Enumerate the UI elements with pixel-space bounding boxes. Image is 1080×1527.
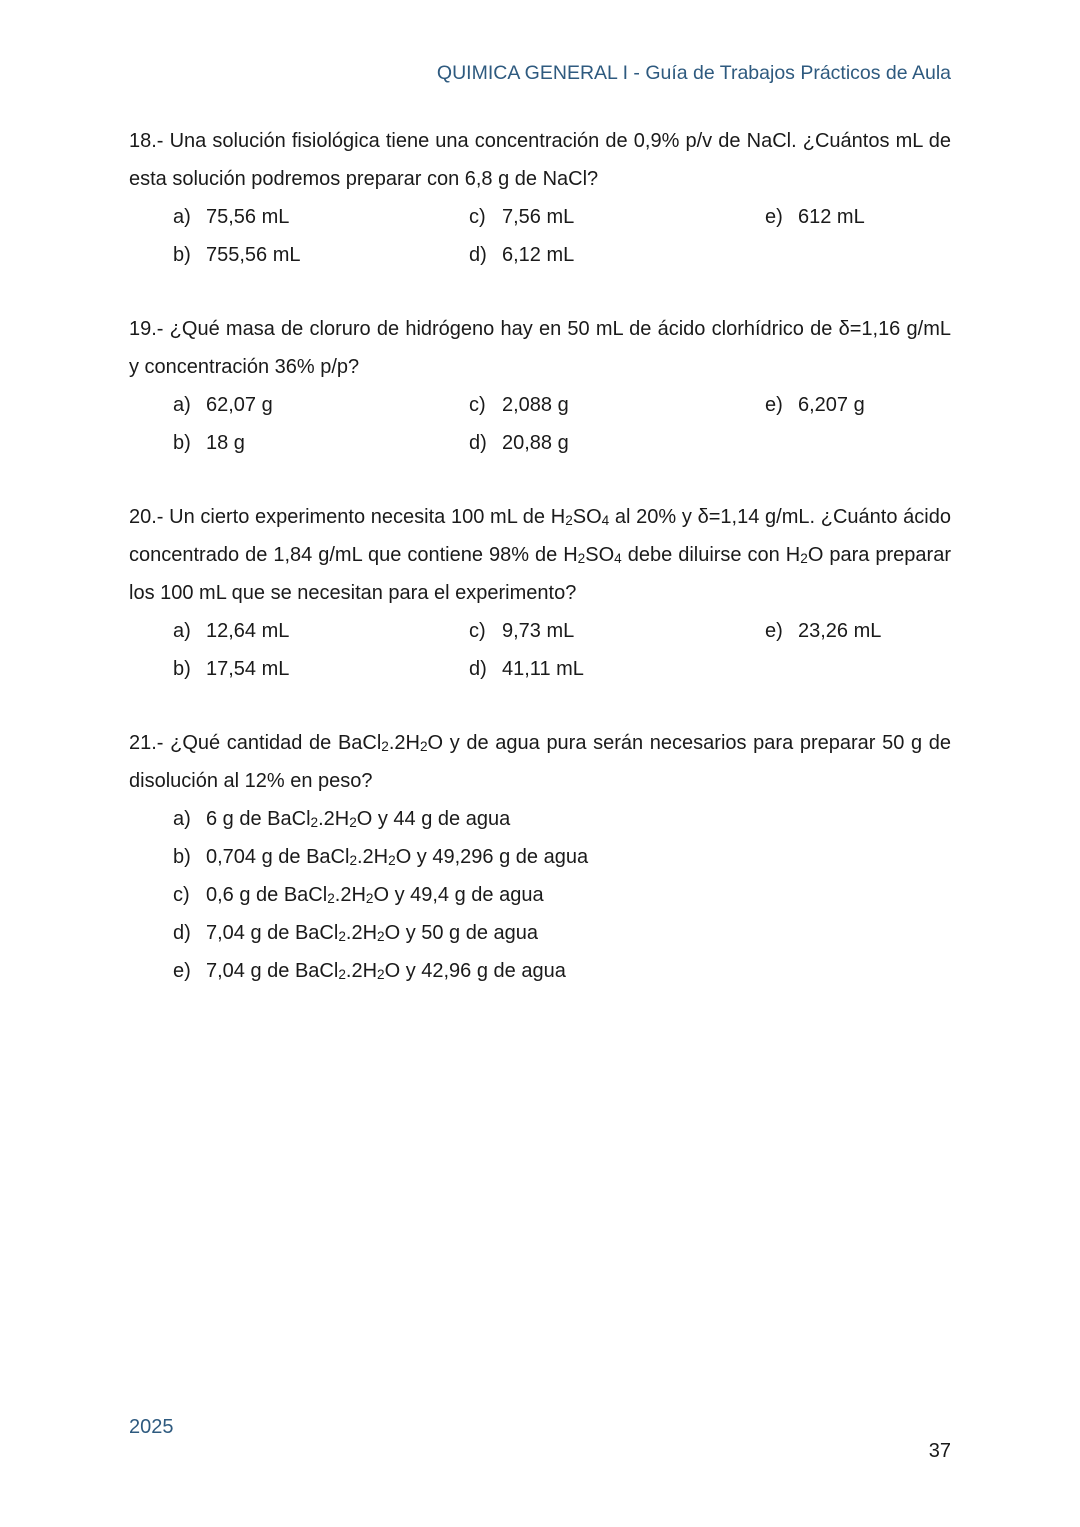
question-list	[129, 122, 951, 1026]
option-b: b) 17,54 mL	[173, 658, 290, 680]
answer-options	[129, 800, 951, 990]
option-e: e) 23,26 mL	[765, 620, 882, 642]
option-c: c) 9,73 mL	[469, 620, 575, 642]
option-c: c) 0,6 g de $BaCl_2.2H_2O$ y 49,4 g de agua	[173, 884, 544, 907]
option-d: d) 20,88 g	[469, 432, 569, 454]
option-e: e) 7,04 g de $BaCl_2.2H_2O$ y 42,96 g de agua	[173, 960, 566, 983]
answer-options	[129, 386, 951, 462]
option-d: d) 7,04 g de $BaCl_2.2H_2O$ y 50 g de agua	[173, 922, 539, 945]
question-19	[129, 310, 951, 462]
option-d: d) 6,12 mL	[469, 244, 575, 266]
question-text: 18.- Una solución fisiológica tiene una concentración de 0,9% p/v de NaCl. ¿Cuántos mL de esta solución podremos preparar con 6,8 g de NaCl?	[129, 130, 951, 190]
option-e: e) 612 mL	[765, 206, 865, 228]
option-a: a) 12,64 mL	[173, 620, 290, 642]
option-a: a) 6 g de $BaCl_2.2H_2O$ y 44 g de agua	[173, 808, 511, 831]
question-text: 21.- ¿Qué cantidad de $BaCl_2.2H_2O$ y de agua pura serán necesarios para preparar 50 g de disolución al 12% en peso?	[129, 732, 952, 792]
option-c: c) 2,088 g	[469, 394, 569, 416]
option-a: a) 62,07 g	[173, 394, 273, 416]
option-b: b) 18 g	[173, 432, 245, 454]
option-a: a) 75,56 mL	[173, 206, 290, 228]
option-d: d) 41,11 mL	[469, 658, 584, 680]
page-number: 37	[928, 1440, 951, 1462]
question-text: 20.- Un cierto experimento necesita 100 mL de $H_2SO_4$ al 20% y δ=1,14 g/mL. ¿Cuánto ácido concentrado de 1,84 g/mL que contiene 98% de $H_2SO_4$ debe diluirse con $H_2O$ para preparar los 100 mL que se necesitan para el experimento?	[129, 506, 951, 604]
answer-options	[129, 612, 951, 688]
answer-options	[129, 198, 951, 274]
question-18	[129, 122, 951, 274]
option-b: b) 755,56 mL	[173, 244, 301, 266]
option-e: e) 6,207 g	[765, 394, 865, 416]
footer-year: 2025	[129, 1416, 174, 1438]
question-20	[129, 498, 951, 688]
option-b: b) 0,704 g de $BaCl_2.2H_2O$ y 49,296 g de agua	[173, 846, 589, 869]
question-21	[129, 724, 951, 990]
option-c: c) 7,56 mL	[469, 206, 575, 228]
running-header: QUIMICA GENERAL I - Guía de Trabajos Prácticos de Aula	[436, 62, 951, 84]
question-text: 19.- ¿Qué masa de cloruro de hidrógeno hay en 50 mL de ácido clorhídrico de δ=1,16 g/mL y concentración 36% p/p?	[129, 318, 951, 378]
